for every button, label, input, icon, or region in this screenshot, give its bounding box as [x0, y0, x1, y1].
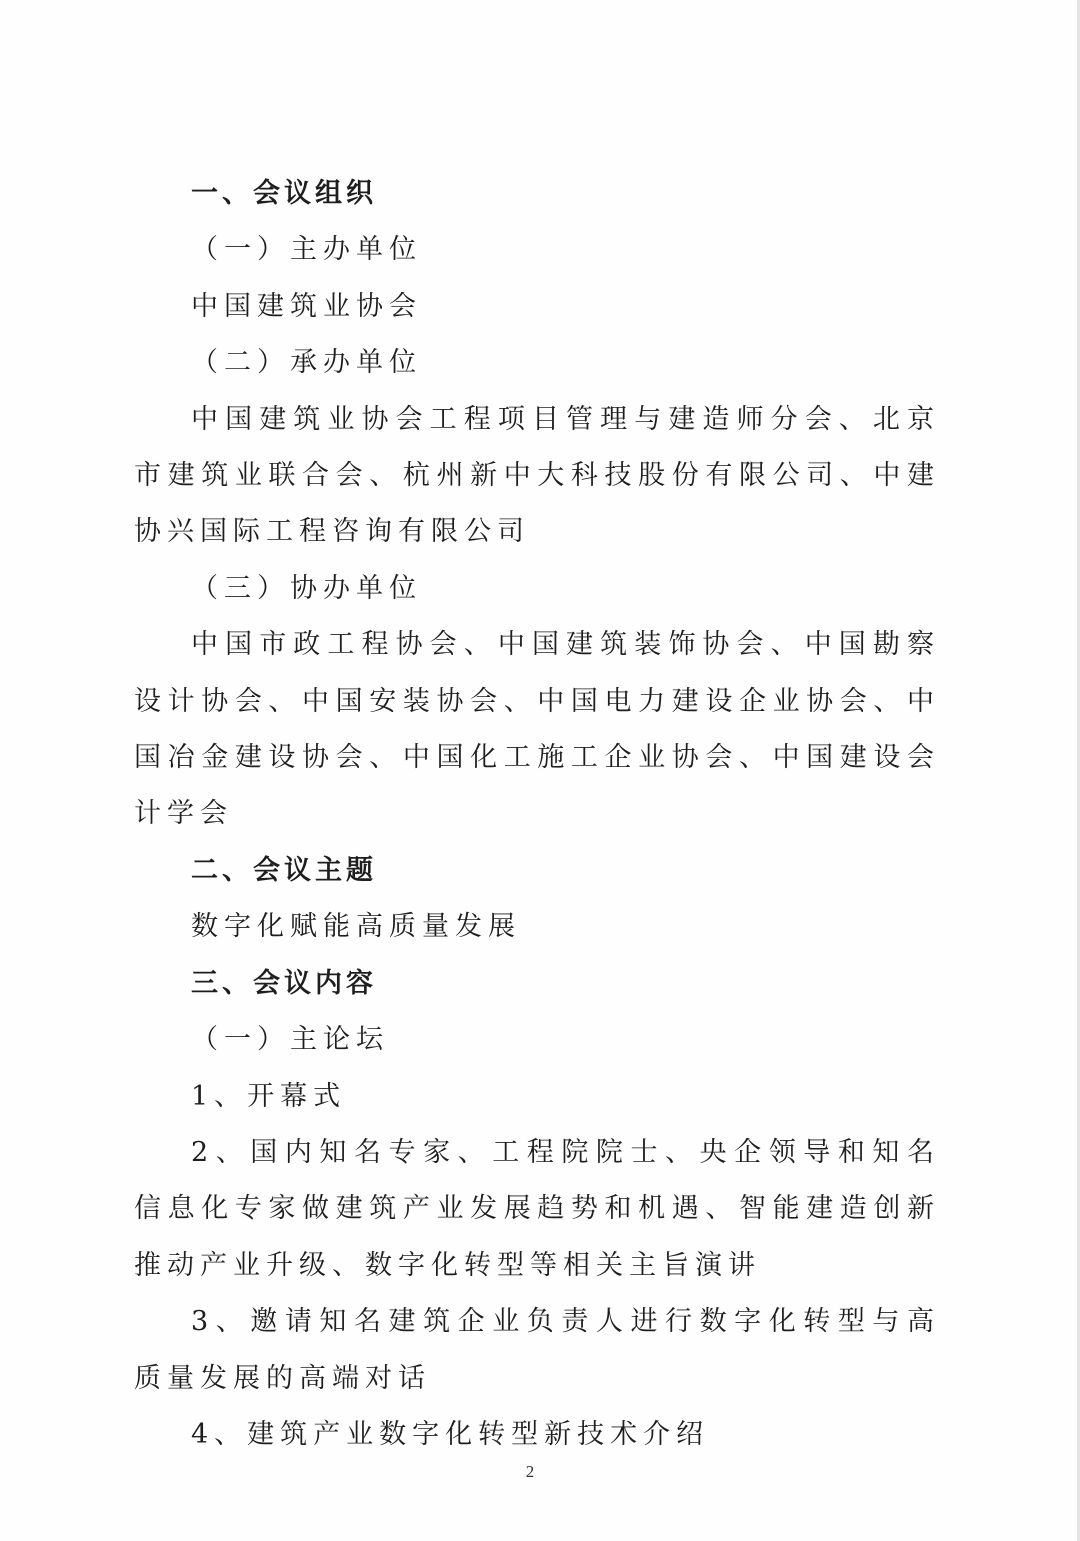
co-organizer-list: 中国市政工程协会、中国建筑装饰协会、中国勘察设计协会、中国安装协会、中国电力建设企业协会、中国冶金建设协会、中国化工施工企业协会、中国建设会计学会 — [134, 629, 940, 830]
section-heading-organization: 一、会议组织 — [191, 178, 377, 209]
section-heading-theme: 二、会议主题 — [191, 854, 377, 886]
subheading-host: （一）主办单位 — [191, 234, 422, 266]
organizer-list: 中国建筑业协会工程项目管理与建造师分会、北京市建筑业联合会、杭州新中大科技股份有限公司、中建协兴国际工程咨询有限公司 — [134, 403, 940, 548]
subheading-co-organizer: （三）协办单位 — [191, 572, 422, 604]
page-number: 2 — [525, 1462, 535, 1481]
host-organization: 中国建筑业协会 — [191, 290, 422, 322]
subheading-main-forum: （一）主论坛 — [191, 1024, 389, 1056]
section-heading-content: 三、会议内容 — [191, 967, 377, 999]
agenda-item-2: 2、国内知名专家、工程院院士、央企领导和知名信息化专家做建筑产业发展趋势和机遇、智能建造创新推动产业升级、数字化转型等相关主旨演讲 — [134, 1136, 940, 1281]
agenda-item-4: 4、建筑产业数字化转型新技术介绍 — [191, 1418, 710, 1450]
agenda-item-3: 3、邀请知名建筑企业负责人进行数字化转型与高质量发展的高端对话 — [134, 1306, 940, 1394]
agenda-item-1: 1、开幕式 — [191, 1080, 347, 1112]
document-body — [134, 166, 940, 1463]
subheading-organizer: （二）承办单位 — [191, 347, 422, 379]
meeting-theme: 数字化赋能高质量发展 — [191, 911, 521, 943]
